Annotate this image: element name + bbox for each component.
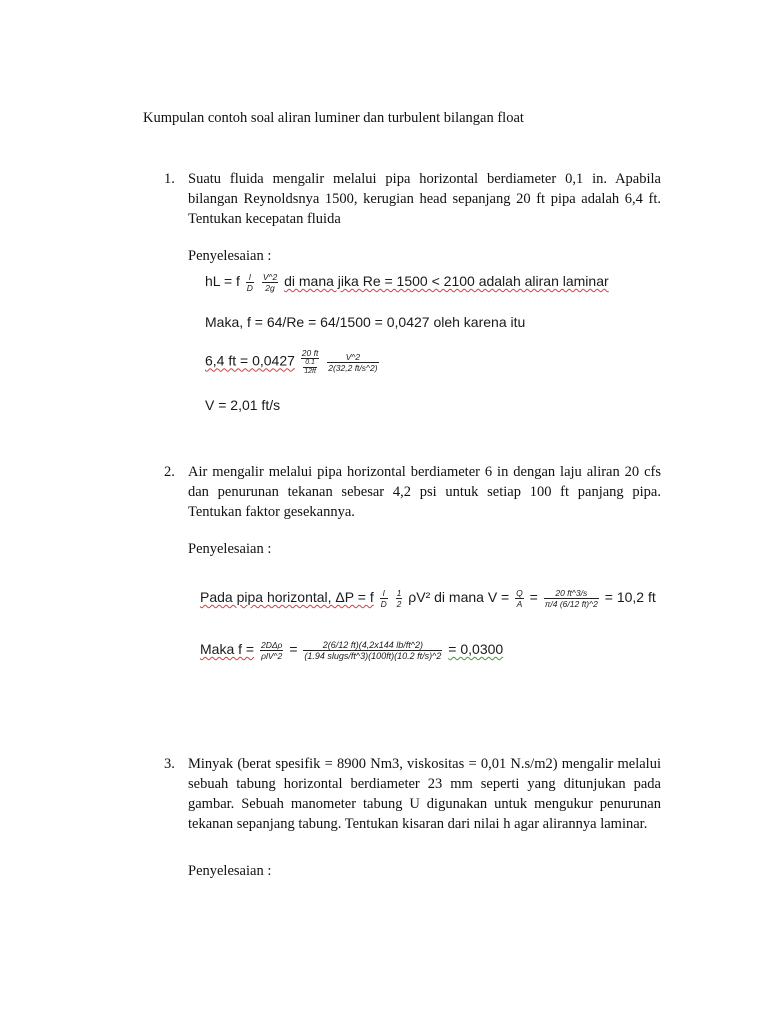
eq-lhs: Pada pipa horizontal, ΔP = f (200, 589, 374, 606)
eq-lhs: hL = f (205, 273, 240, 290)
fraction: $\frac{2(6/12 ft)(4,2x144 lb/ft\^{}2)}{\text{(1.94 slugs/ft\textasciicircum{}3)(100ft)(10.2 ft/s)\textasciicircum{}2}}$ (304, 640, 442, 661)
eq-rest: di mana jika Re = 1500 < 2100 adalah aliran laminar (284, 273, 609, 290)
eq-rest: = 10,2 ft (604, 589, 656, 606)
problem-1-equation-3 (205, 348, 381, 376)
problem-1-equation-4: V = 2,01 ft/s (205, 397, 281, 413)
problem-2-number: 2. (164, 464, 175, 480)
fraction: $\frac{Q}{A}$ (516, 588, 523, 609)
problem-2-text: Air mengalir melalui pipa horizontal berdiameter 6 in dengan laju aliran 20 cfs dan penurunan tekanan sebesar 4,2 psi untuk setiap 100 ft panjang pipa. Tentukan faktor gesekannya. (188, 464, 661, 520)
fraction: $\frac{V\^{}2}{2g}$ (262, 272, 278, 293)
fraction: $\frac{\text{2DΔρ}}{\text{ρlV\textasciicircum{}2}}$ (260, 640, 283, 661)
eq-lhs: 6,4 ft = 0,0427 (205, 352, 295, 369)
problem-1-text: Suatu fluida mengalir melalui pipa horizontal berdiameter 0,1 in. Apabila bilangan Reynoldsnya 1500, kerugian head sepanjang 20 ft pipa adalah 6,4 ft. Tentukan kecepatan fluida (188, 171, 661, 227)
eq-mid: ρV² di mana V = (408, 589, 510, 606)
eq-rest: = 0,0300 (448, 641, 504, 658)
problem-3-text: Minyak (berat spesifik = 8900 Nm3, viskositas = 0,01 N.s/m2) mengalir melalui sebuah tabung horizontal berdiameter 23 mm seperti yang ditunjukan pada gambar. Sebuah manometer tabung U digunakan untuk mengukur penurunan tekanan sepanjang tabung. Tentukan kisaran dari nilai h agar alirannya laminar. (188, 756, 661, 832)
problem-1-equation-1 (205, 272, 609, 293)
problem-1-solution-label: Penyelesaian : (188, 248, 272, 264)
fraction: $\frac{20 ft\^{}3/s}{\pi/4 (6/12 ft)\^{}2}$ (544, 588, 598, 609)
problem-1-number: 1. (164, 171, 175, 187)
fraction: $\frac{l}{D}$ (380, 588, 387, 609)
fraction: $\frac{V\^{}2}{2(32,2 ft/s\^{}2)}$ (328, 351, 378, 373)
problem-2-solution-label: Penyelesaian : (188, 541, 272, 557)
fraction: $\frac{1}{2}$ (396, 588, 402, 609)
problem-3-number: 3. (164, 756, 175, 772)
eq-lhs: Maka f = (200, 641, 255, 658)
problem-1-equation-2: Maka, f = 64/Re = 64/1500 = 0,0427 oleh karena itu (205, 314, 526, 330)
fraction: $\frac{20 ft}{\frac{0.1}{12ft}}$ (301, 348, 319, 375)
fraction: $\frac{l}{D}$ (246, 272, 253, 293)
problem-2-equation-1: Pada pipa horizontal, ΔP = f $\frac{l}{D}$ $\frac{1}{2}$ ρV² di mana V = $\frac{Q}{A}$ = $\frac{20 ft\^{}3/s}{\pi/4 (6/12 ft)\^{}2}$ = 10,2 ft (200, 588, 656, 609)
problem-2-equation-2: Maka f = $\frac{\text{2DΔρ}}{\text{ρlV\textasciicircum{}2}}$ = $\frac{2(6/12 ft)(4,2x144 lb/ft\^{}2)}{\text{(1.94 slugs/ft\textasciicircum{}3)(100ft)(10.2 ft/s)\textasciicircum{}2}}$ = 0,0300 (200, 640, 504, 661)
document-title: Kumpulan contoh soal aliran luminer dan turbulent bilangan float (143, 110, 524, 126)
problem-3-solution-label: Penyelesaian : (188, 863, 272, 879)
